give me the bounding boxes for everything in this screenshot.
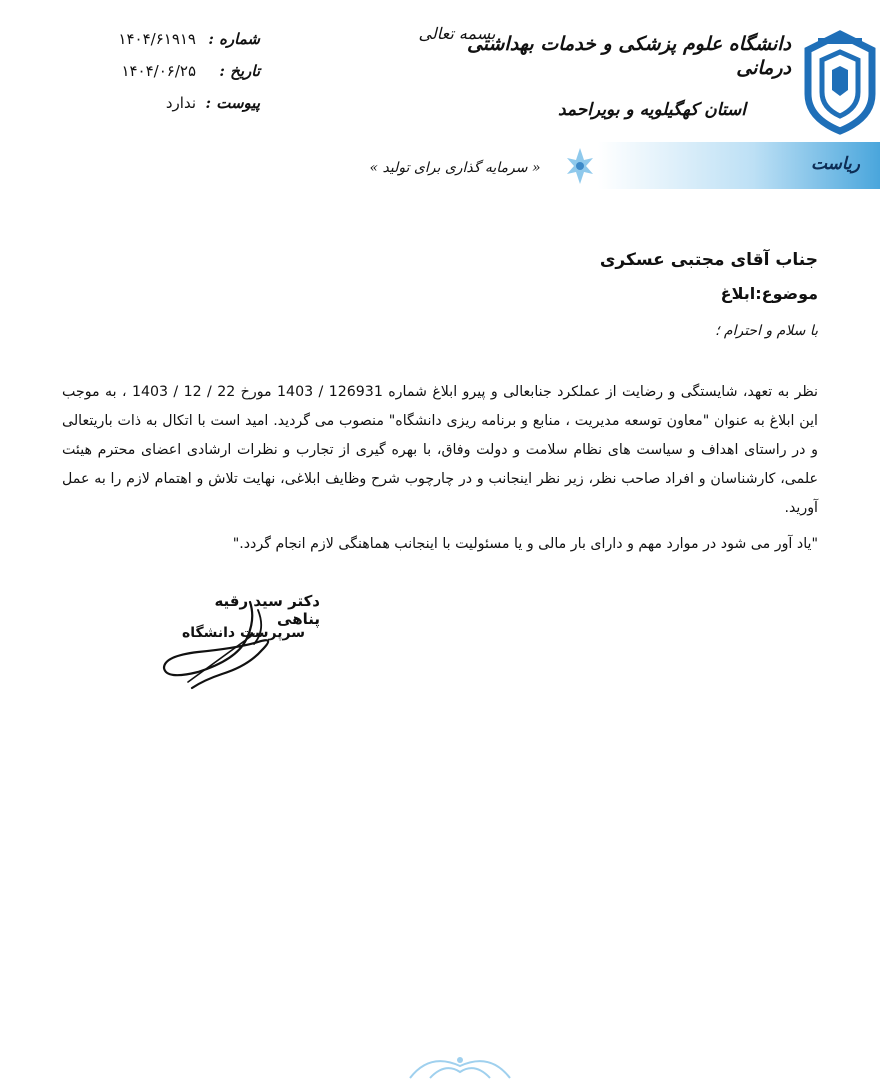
number-value: ۱۴۰۴/۶۱۹۱۹ bbox=[118, 30, 196, 48]
star-emblem-icon bbox=[565, 146, 595, 186]
attachment-label: پیوست : bbox=[205, 94, 260, 112]
addressee: جناب آقای مجتبی عسکری bbox=[599, 250, 818, 270]
letter-meta bbox=[90, 30, 260, 126]
date-label: تاریخ : bbox=[219, 62, 260, 80]
closing-note: "یاد آور می شود در موارد مهم و دارای بار مالی و یا مسئولیت با اینجانب هماهنگی لازم انجام گردد." bbox=[232, 536, 818, 552]
university-name: دانشگاه علوم پزشکی و خدمات بهداشتی درمانی bbox=[466, 33, 791, 79]
attachment-value: ندارد bbox=[165, 94, 196, 112]
presidency-bar bbox=[598, 142, 880, 189]
date-value: ۱۴۰۴/۰۶/۲۵ bbox=[121, 62, 196, 80]
attachment-row bbox=[90, 94, 260, 126]
number-row bbox=[90, 30, 260, 62]
signatory-name: دکتر سید رقیه پناهی bbox=[214, 592, 320, 628]
university-logo-icon bbox=[800, 30, 880, 135]
date-row bbox=[90, 62, 260, 94]
signatory-title: سرپرست دانشگاه bbox=[181, 625, 305, 641]
subject-line: موضوع:ابلاغ bbox=[720, 284, 818, 303]
presidency-label: ریاست bbox=[810, 154, 860, 174]
greeting: با سلام و احترام ؛ bbox=[715, 323, 818, 339]
motto-text: « سرمایه گذاری برای تولید » bbox=[369, 160, 541, 176]
footer-ornament-icon bbox=[400, 1048, 520, 1080]
letter-body bbox=[62, 378, 818, 523]
body-paragraph: نظر به تعهد، شایستگی و رضایت از عملکرد جنابعالی و پیرو ابلاغ شماره 126931 / 1403 مورخ 22 / 12 / 1403 ، به موجب این ابلاغ به عنوان "معاون توسعه مدیریت ، منابع و برنامه ریزی دانشگاه" منصوب می گردید. امید است با اتکال به ذات باریتعالی و در راستای اهداف و سیاست های نظام سلامت و دولت وفاق، با بهره گیری از تجارب و نظرات ارشادی اعضای محترم هیئت علمی، کارشناسان و افراد صاحب نظر، زیر نظر اینجانب و در چارچوب شرح وظایف ابلاغی، نهایت تلاش و اهتمام لازم را به عمل آورید. bbox=[62, 384, 818, 516]
number-label: شماره : bbox=[208, 30, 260, 48]
bismillah: بسمه تعالی bbox=[418, 24, 496, 43]
province-name: استان کهگیلویه و بویراحمد bbox=[557, 100, 746, 120]
handwritten-signature-icon bbox=[158, 590, 298, 695]
